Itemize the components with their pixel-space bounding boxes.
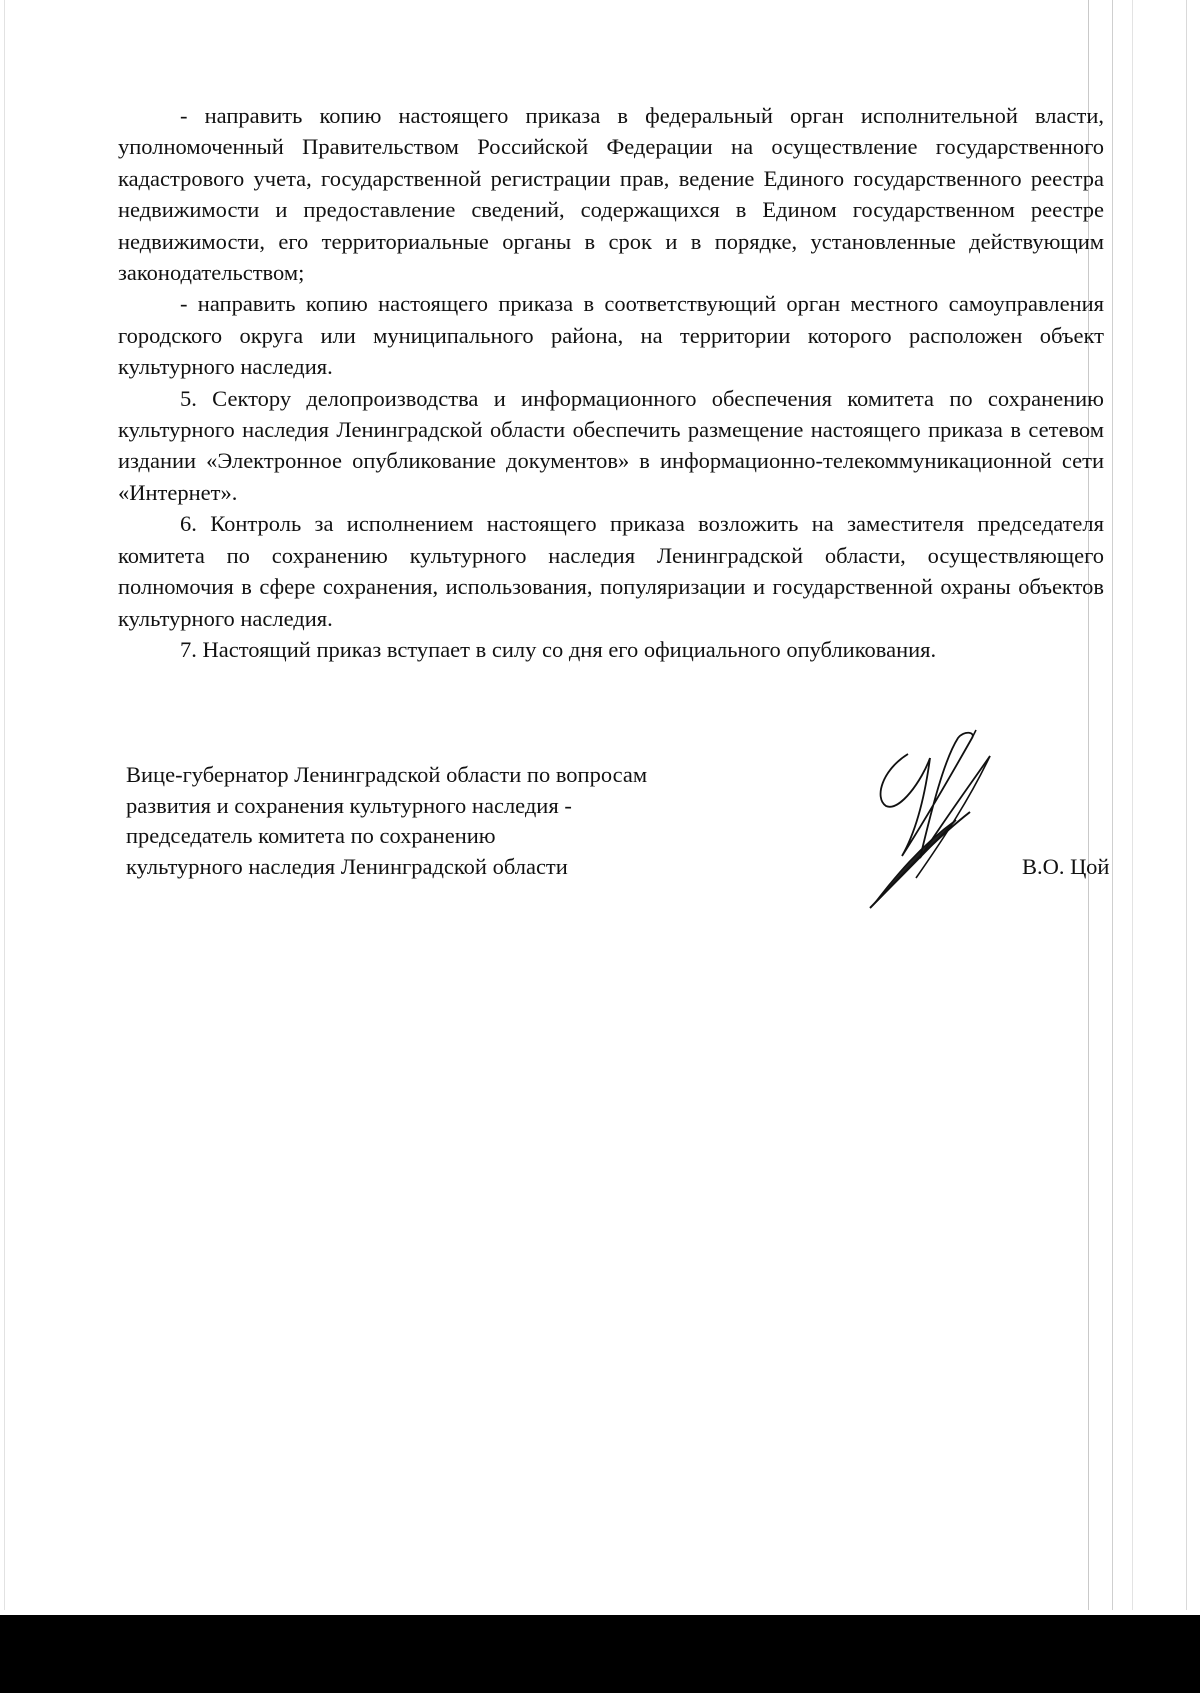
document-body (118, 100, 1104, 665)
signatory-position-line: председатель комитета по сохранению (126, 823, 496, 848)
paragraph-item-6: 6. Контроль за исполнением настоящего приказа возложить на заместителя председателя комитета по сохранению культурного наследия Ленинградской области, осуществляющего полномочия в сфере сохранения, использования, популяризации и государственной охраны объектов культурного наследия. (118, 511, 1104, 631)
scan-artifact-line (1132, 0, 1133, 1610)
signatory-position-line: культурного наследия Ленинградской области (126, 853, 568, 879)
scan-artifact-line (1186, 0, 1187, 1610)
signatory-name: В.О. Цой (1022, 854, 1110, 879)
scan-bottom-border (0, 1615, 1200, 1693)
signatory-position-line: развития и сохранения культурного наследия - (126, 792, 572, 818)
signatory-position-line: Вице-губернатор Ленинградской области по вопросам (126, 762, 648, 787)
paragraph-item-5: 5. Сектору делопроизводства и информационного обеспечения комитета по сохранению культурного наследия Ленинградской области обеспечить размещение настоящего приказа в сетевом издании «Электронное опубликование документов» в информационно-телекоммуникационной сети «Интернет». (118, 385, 1104, 505)
signatory-position (126, 760, 826, 882)
scan-artifact-line (1112, 0, 1113, 1610)
scan-artifact-line (4, 0, 5, 1610)
paragraph-send-federal-body: - направить копию настоящего приказа в федеральный орган исполнительной власти, уполномоченный Правительством Российской Федерации на осуществление государственного кадастрового учета, государственной регистрации прав, ведение Единого государственного реестра недвижимости и предоставление сведений, содержащихся в Едином государственном реестре недвижимости, его территориальные органы в срок и в порядке, установленные действующим законодательством; (118, 103, 1104, 286)
paragraph-send-local-body: - направить копию настоящего приказа в соответствующий орган местного самоуправления городского округа или муниципального района, на территории которого расположен объект культурного наследия. (118, 291, 1104, 380)
paragraph-item-7: 7. Настоящий приказ вступает в силу со дня его официального опубликования. (180, 636, 937, 662)
handwritten-signature (860, 728, 1020, 918)
